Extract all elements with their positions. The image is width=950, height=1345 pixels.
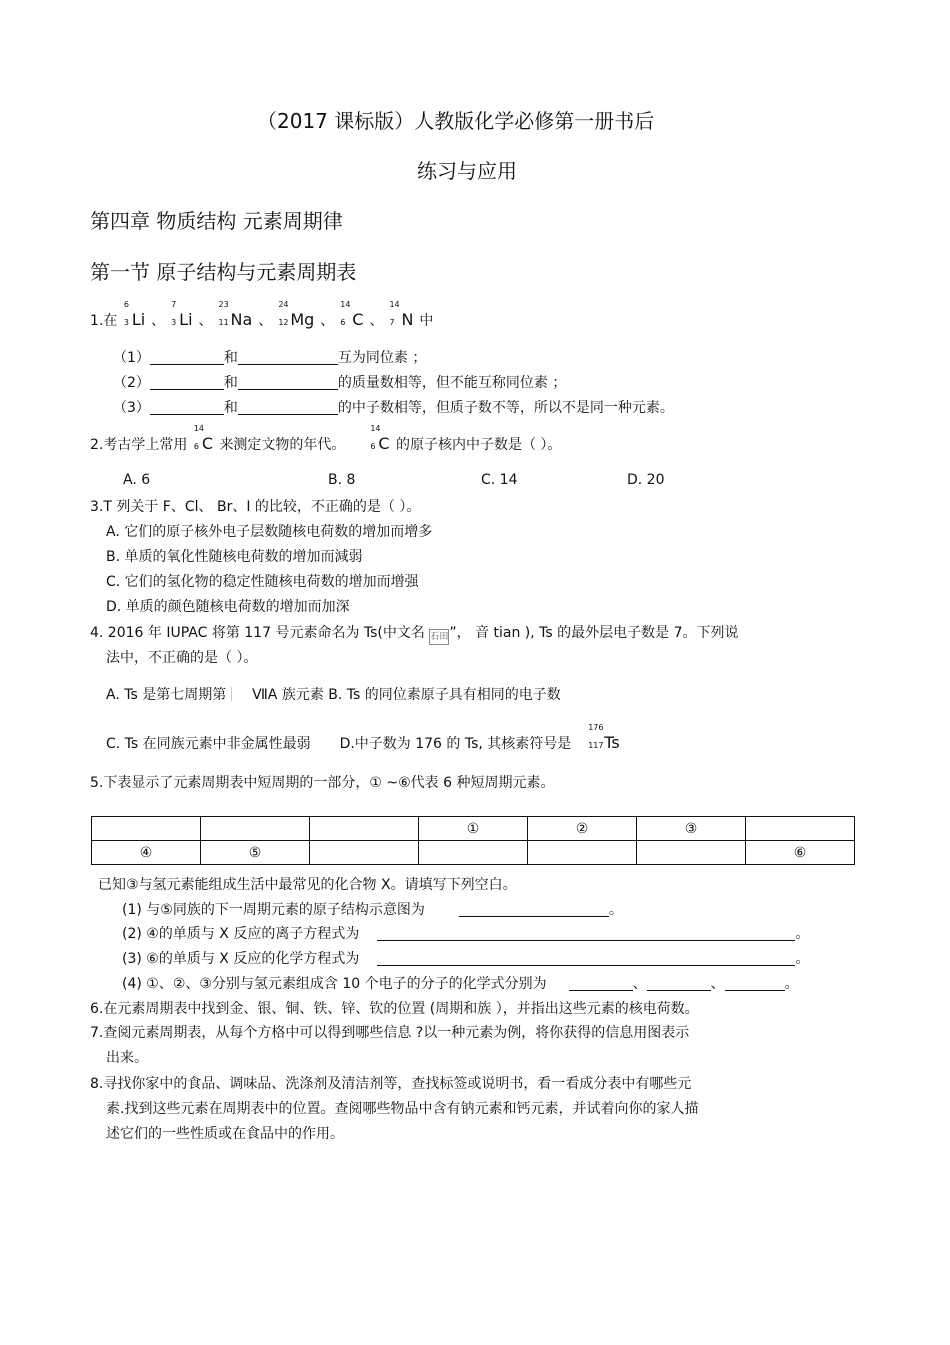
table-cell: ① — [419, 817, 528, 841]
isotope-c-14: 14 6 C — [340, 300, 364, 329]
q4-option-ab: A. Ts 是第七周期第 ⅦA 族元素 B. Ts 的同位素原子具有相同的电子数 — [106, 687, 561, 703]
table-cell — [637, 841, 746, 865]
isotope-n-14: 14 7 N — [389, 300, 414, 329]
q2-stem: 2.考古学上常用 14 6 C 来测定文物的年代。 14 6 C 的原子核内中子数是（ ）。 — [90, 424, 562, 453]
q3-stem: 3.T 列关于 F、Cl、 Br、I 的比较，不正确的是（ ）。 — [90, 499, 421, 515]
q4-line-1: 4. 2016 年 IUPAC 将第 117 号元素命名为 Ts(中文名 石田”， 音 tian ), Ts 的最外层电子数是 7。下列说 — [90, 622, 738, 645]
separator: 、 — [151, 313, 166, 329]
separator: 、 — [198, 313, 213, 329]
isotope-c14: 14 6 C — [370, 424, 390, 453]
separator: 、 — [258, 313, 273, 329]
table-cell: ④ — [92, 841, 201, 865]
q5-sub-2: (2) ④的单质与 X 反应的离子方程式为 。 — [122, 926, 810, 942]
q5-stem: 5.下表显示了元素周期表中短周期的一部分，① ~⑥代表 6 种短周期元素。 — [90, 775, 555, 791]
q8-line-3: 述它们的一些性质或在食品中的作用。 — [106, 1126, 344, 1142]
q5-sub-1: (1) 与⑤同族的下一周期元素的原子结构示意图为 。 — [122, 902, 623, 918]
section-heading: 第一节 原子结构与元素周期表 — [90, 260, 357, 284]
table-cell: ③ — [637, 817, 746, 841]
title-line-1: （2017 课标版）人教版化学必修第一册书后 — [257, 109, 655, 133]
q6: 6.在元素周期表中找到金、银、铜、铁、锌、钦的位置 (周期和族 ），并指出这些元素的核电荷数。 — [90, 1001, 699, 1017]
q1-item-2: （2） 和 的质量数相等，但不能互称同位素 ； — [113, 375, 567, 391]
isotope-na-23: 23 11 Na — [218, 300, 253, 329]
table-row — [92, 841, 855, 865]
isotope-ts176: 176 117 Ts — [588, 723, 620, 752]
q2-option-c: C. 14 — [481, 472, 518, 488]
q4-line-2: 法中，不正确的是（ ）。 — [106, 650, 258, 666]
table-cell — [528, 841, 637, 865]
table-cell: ⑤ — [201, 841, 310, 865]
isotope-li-7: 7 3 Li — [171, 300, 193, 329]
table-cell — [419, 841, 528, 865]
tian-character-icon: 石田 — [429, 629, 449, 645]
isotope-c14: 14 6 C — [193, 424, 213, 453]
table-row — [92, 817, 855, 841]
q3-option-b: B. 单质的氧化性随核电荷数的增加而減弱 — [106, 549, 363, 565]
separator: 中 — [419, 313, 434, 329]
q5-sub-3: (3) ⑥的单质与 X 反应的化学方程式为 。 — [122, 951, 810, 967]
q7-line-2: 出来。 — [106, 1050, 148, 1066]
q1-item-3: （3） 和 的中子数相等，但质子数不等，所以不是同一种元素。 — [113, 400, 674, 416]
table-cell — [201, 817, 310, 841]
table-cell — [92, 817, 201, 841]
table-cell — [310, 841, 419, 865]
table-cell: ⑥ — [746, 841, 855, 865]
q4-option-cd: C. Ts 在同族元素中非金属性最弱 D.中子数为 176 的 Ts, 其核素符号是 176 117 Ts — [106, 723, 620, 752]
periodic-table-fragment — [91, 816, 855, 865]
isotope-li-6: 6 3 Li — [123, 300, 146, 329]
q3-option-a: A. 它们的原子核外电子层数随核电荷数的增加而增多 — [106, 524, 433, 540]
q2-option-a: A. 6 — [123, 472, 151, 488]
chapter-heading: 第四章 物质结构 元素周期律 — [90, 209, 343, 233]
q2-option-b: B. 8 — [328, 472, 356, 488]
table-cell — [310, 817, 419, 841]
q3-option-d: D. 单质的颜色随核电荷数的增加而加深 — [106, 599, 350, 615]
separator: 、 — [369, 313, 384, 329]
q8-line-2: 素.找到这些元素在周期表中的位置。查阅哪些物品中含有钠元素和钙元素，并试着向你的家人描 — [106, 1101, 699, 1117]
table-cell: ② — [528, 817, 637, 841]
q3-option-c: C. 它们的氢化物的稳定性随核电荷数的增加而增强 — [106, 574, 419, 590]
q8-line-1: 8.寻找你家中的食品、调味品、洗涤剂及清洁剂等，查找标签或说明书，看一看成分表中有哪些元 — [90, 1076, 692, 1092]
q1-item-1: （1） 和 互为同位素 ； — [113, 350, 427, 366]
separator: 、 — [320, 313, 335, 329]
q1-stem: 1.在 6 3 Li 、 7 3 Li 、 23 11 Na 、 24 12 Mg 、 14 6 C 、 14 7 N 中 — [90, 300, 434, 329]
q5-sub-4: (4) ①、②、③分别与氢元素组成含 10 个电子的分子的化学式分别为 、 、 。 — [122, 976, 799, 992]
q2-option-d: D. 20 — [627, 472, 665, 488]
title-line-2: 练习与应用 — [417, 159, 517, 183]
isotope-mg-24: 24 12 Mg — [278, 300, 315, 329]
table-cell — [746, 817, 855, 841]
q5-known: 已知③与氢元素能组成生活中最常见的化合物 X。请填写下列空白。 — [98, 877, 517, 893]
q7-line-1: 7.查阅元素周期表，从每个方格中可以得到哪些信息 ?以一种元素为例，将你获得的信息用图表示 — [90, 1025, 690, 1041]
